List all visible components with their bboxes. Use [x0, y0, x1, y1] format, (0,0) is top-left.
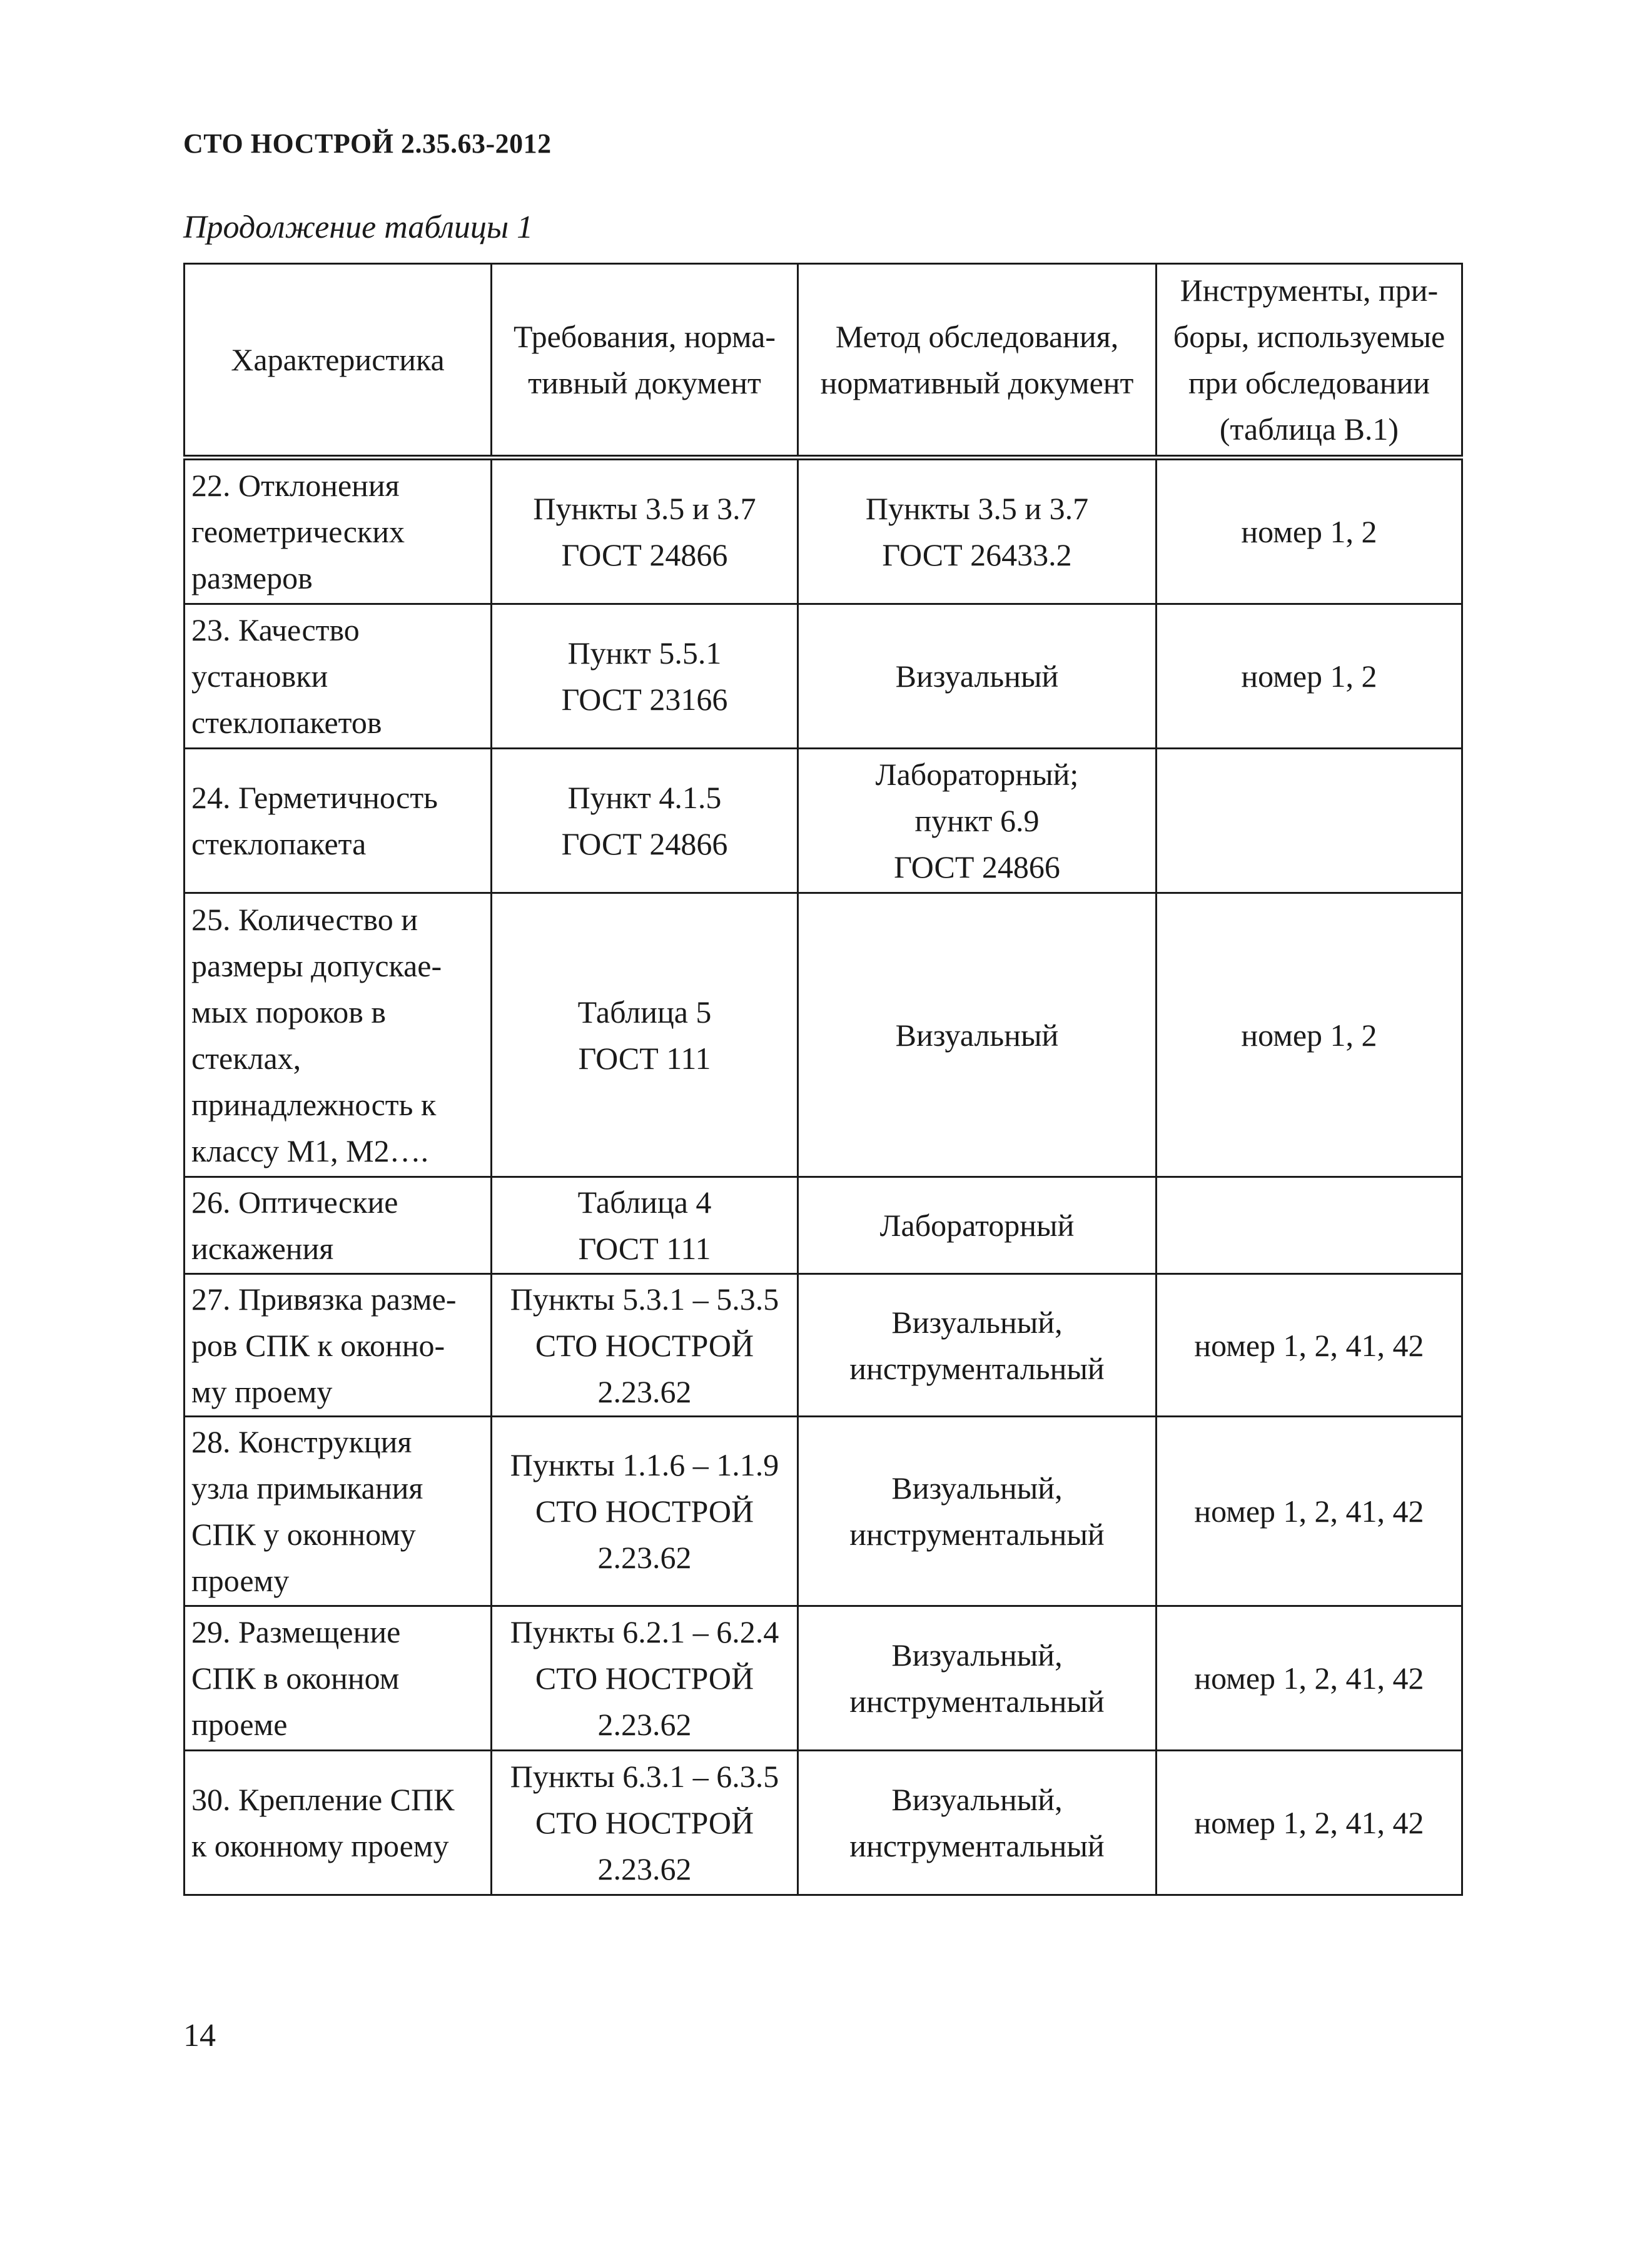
table-row [185, 604, 1462, 749]
document-code-header: СТО НОСТРОЙ 2.35.63-2012 [183, 128, 552, 159]
cell-requirement: Пункты 6.3.1 – 6.3.5 СТО НОСТРОЙ 2.23.62 [492, 1751, 798, 1895]
inspection-table [183, 263, 1463, 1896]
cell-characteristic: 30. Крепление СПК к оконному проему [185, 1751, 492, 1895]
cell-requirement: Пункт 5.5.1 ГОСТ 23166 [492, 604, 798, 749]
cell-instruments: номер 1, 2 [1157, 893, 1462, 1177]
cell-characteristic: 25. Количество и размеры допускае- мых пороков в стеклах, принадлежность к классу М1, М2…. [185, 893, 492, 1177]
cell-method: Визуальный, инструментальный [798, 1606, 1157, 1751]
cell-requirement: Пункты 1.1.6 – 1.1.9 СТО НОСТРОЙ 2.23.62 [492, 1417, 798, 1606]
cell-method: Визуальный, инструментальный [798, 1417, 1157, 1606]
cell-characteristic: 24. Герметичность стеклопакета [185, 749, 492, 893]
cell-instruments: номер 1, 2, 41, 42 [1157, 1417, 1462, 1606]
column-header-requirement: Требования, норма- тивный документ [492, 264, 798, 458]
cell-instruments: номер 1, 2, 41, 42 [1157, 1606, 1462, 1751]
table-row [185, 893, 1462, 1177]
table-row [185, 1417, 1462, 1606]
cell-requirement: Пункты 3.5 и 3.7 ГОСТ 24866 [492, 458, 798, 604]
cell-requirement: Таблица 4 ГОСТ 111 [492, 1177, 798, 1274]
cell-method: Визуальный, инструментальный [798, 1751, 1157, 1895]
cell-characteristic: 27. Привязка разме- ров СПК к оконно- му проему [185, 1274, 492, 1417]
cell-requirement: Пункт 4.1.5 ГОСТ 24866 [492, 749, 798, 893]
column-header-characteristic: Характеристика [185, 264, 492, 458]
cell-instruments [1157, 1177, 1462, 1274]
page-number: 14 [183, 2018, 216, 2053]
column-header-method: Метод обследования, нормативный документ [798, 264, 1157, 458]
cell-instruments: номер 1, 2, 41, 42 [1157, 1751, 1462, 1895]
table-row [185, 1751, 1462, 1895]
cell-method: Визуальный [798, 604, 1157, 749]
cell-method: Лабораторный; пункт 6.9 ГОСТ 24866 [798, 749, 1157, 893]
cell-characteristic: 26. Оптические искажения [185, 1177, 492, 1274]
table-header-row [185, 264, 1462, 458]
table-row [185, 749, 1462, 893]
cell-characteristic: 22. Отклонения геометрических размеров [185, 458, 492, 604]
cell-instruments: номер 1, 2, 41, 42 [1157, 1274, 1462, 1417]
cell-method: Визуальный [798, 893, 1157, 1177]
cell-characteristic: 29. Размещение СПК в оконном проеме [185, 1606, 492, 1751]
table-row [185, 1274, 1462, 1417]
column-header-instruments: Инструменты, при- боры, используемые при обследовании (таблица В.1) [1157, 264, 1462, 458]
table-caption: Продолжение таблицы 1 [183, 210, 534, 245]
table-row [185, 1177, 1462, 1274]
cell-requirement: Пункты 5.3.1 – 5.3.5 СТО НОСТРОЙ 2.23.62 [492, 1274, 798, 1417]
cell-instruments [1157, 749, 1462, 893]
cell-characteristic: 28. Конструкция узла примыкания СПК у оконному проему [185, 1417, 492, 1606]
cell-method: Лабораторный [798, 1177, 1157, 1274]
table-row [185, 1606, 1462, 1751]
cell-characteristic: 23. Качество установки стеклопакетов [185, 604, 492, 749]
cell-requirement: Таблица 5 ГОСТ 111 [492, 893, 798, 1177]
cell-method: Визуальный, инструментальный [798, 1274, 1157, 1417]
cell-requirement: Пункты 6.2.1 – 6.2.4 СТО НОСТРОЙ 2.23.62 [492, 1606, 798, 1751]
cell-instruments: номер 1, 2 [1157, 458, 1462, 604]
table-row [185, 458, 1462, 604]
cell-instruments: номер 1, 2 [1157, 604, 1462, 749]
cell-method: Пункты 3.5 и 3.7 ГОСТ 26433.2 [798, 458, 1157, 604]
